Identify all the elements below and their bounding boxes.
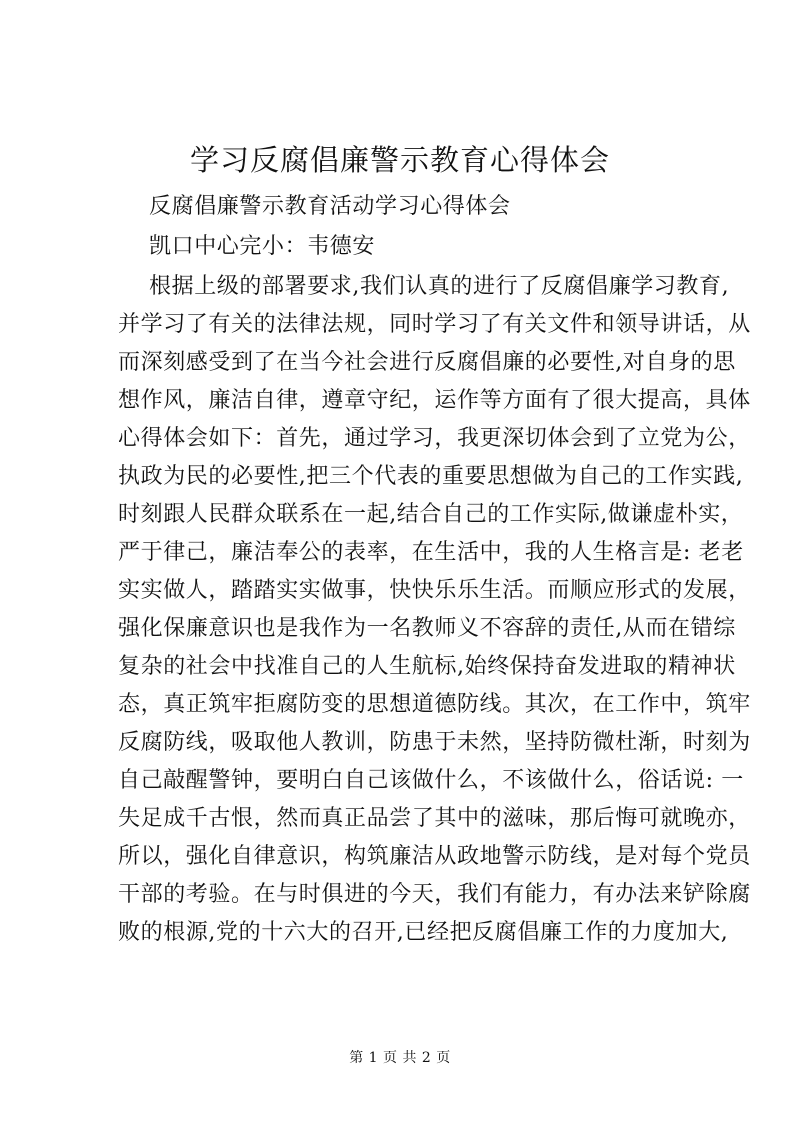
body-line: 反腐防线，吸取他人教训，防患于未然，坚持防微杜渐，时刻为 bbox=[118, 730, 751, 755]
body-line: 态，真正筑牢拒腐防变的思想道德防线。其次，在工作中，筑牢 bbox=[118, 692, 751, 717]
body-line: 严于律己，廉洁奉公的表率，在生活中，我的人生格言是: 老老 bbox=[118, 540, 744, 565]
body-line: 想作风，廉洁自律，遵章守纪，运作等方面有了很大提高，具体 bbox=[118, 388, 751, 413]
document-author: 凯口中心完小：韦德安 bbox=[149, 234, 376, 259]
body-line: 所以，强化自律意识，构筑廉洁从政地警示防线，是对每个党员 bbox=[118, 844, 751, 869]
page-footer: 第 1 页 共 2 页 bbox=[349, 1050, 451, 1066]
body-line: 时刻跟人民群众联系在一起,结合自己的工作实际,做谦虚朴实， bbox=[118, 502, 744, 527]
body-line: 复杂的社会中找准自己的人生航标,始终保持奋发进取的精神状 bbox=[118, 654, 736, 679]
body-line: 干部的考验。在与时俱进的今天，我们有能力，有办法来铲除腐 bbox=[118, 882, 751, 907]
body-line: 实实做人，踏踏实实做事，快快乐乐生活。而顺应形式的发展， bbox=[118, 578, 751, 603]
body-line: 执政为民的必要性,把三个代表的重要思想做为自己的工作实践, bbox=[118, 464, 744, 489]
body-line: 败的根源,党的十六大的召开,已经把反腐倡廉工作的力度加大, bbox=[118, 920, 729, 945]
body-line: 心得体会如下：首先，通过学习，我更深切体会到了立党为公， bbox=[118, 426, 751, 451]
body-line: 而深刻感受到了在当今社会进行反腐倡廉的必要性,对自身的思 bbox=[118, 350, 736, 375]
body-line: 失足成千古恨，然而真正品尝了其中的滋味，那后悔可就晚亦， bbox=[118, 806, 751, 831]
body-line: 并学习了有关的法律法规，同时学习了有关文件和领导讲话，从 bbox=[118, 312, 751, 337]
document-subtitle: 反腐倡廉警示教育活动学习心得体会 bbox=[149, 194, 511, 219]
body-line: 自己敲醒警钟，要明白自己该做什么，不该做什么，俗话说: 一 bbox=[118, 768, 744, 793]
document-title: 学习反腐倡廉警示教育心得体会 bbox=[189, 143, 610, 177]
body-line: 强化保廉意识也是我作为一名教师义不容辞的责任,从而在错综 bbox=[118, 616, 736, 641]
body-line: 根据上级的部署要求,我们认真的进行了反腐倡廉学习教育, bbox=[149, 274, 730, 299]
